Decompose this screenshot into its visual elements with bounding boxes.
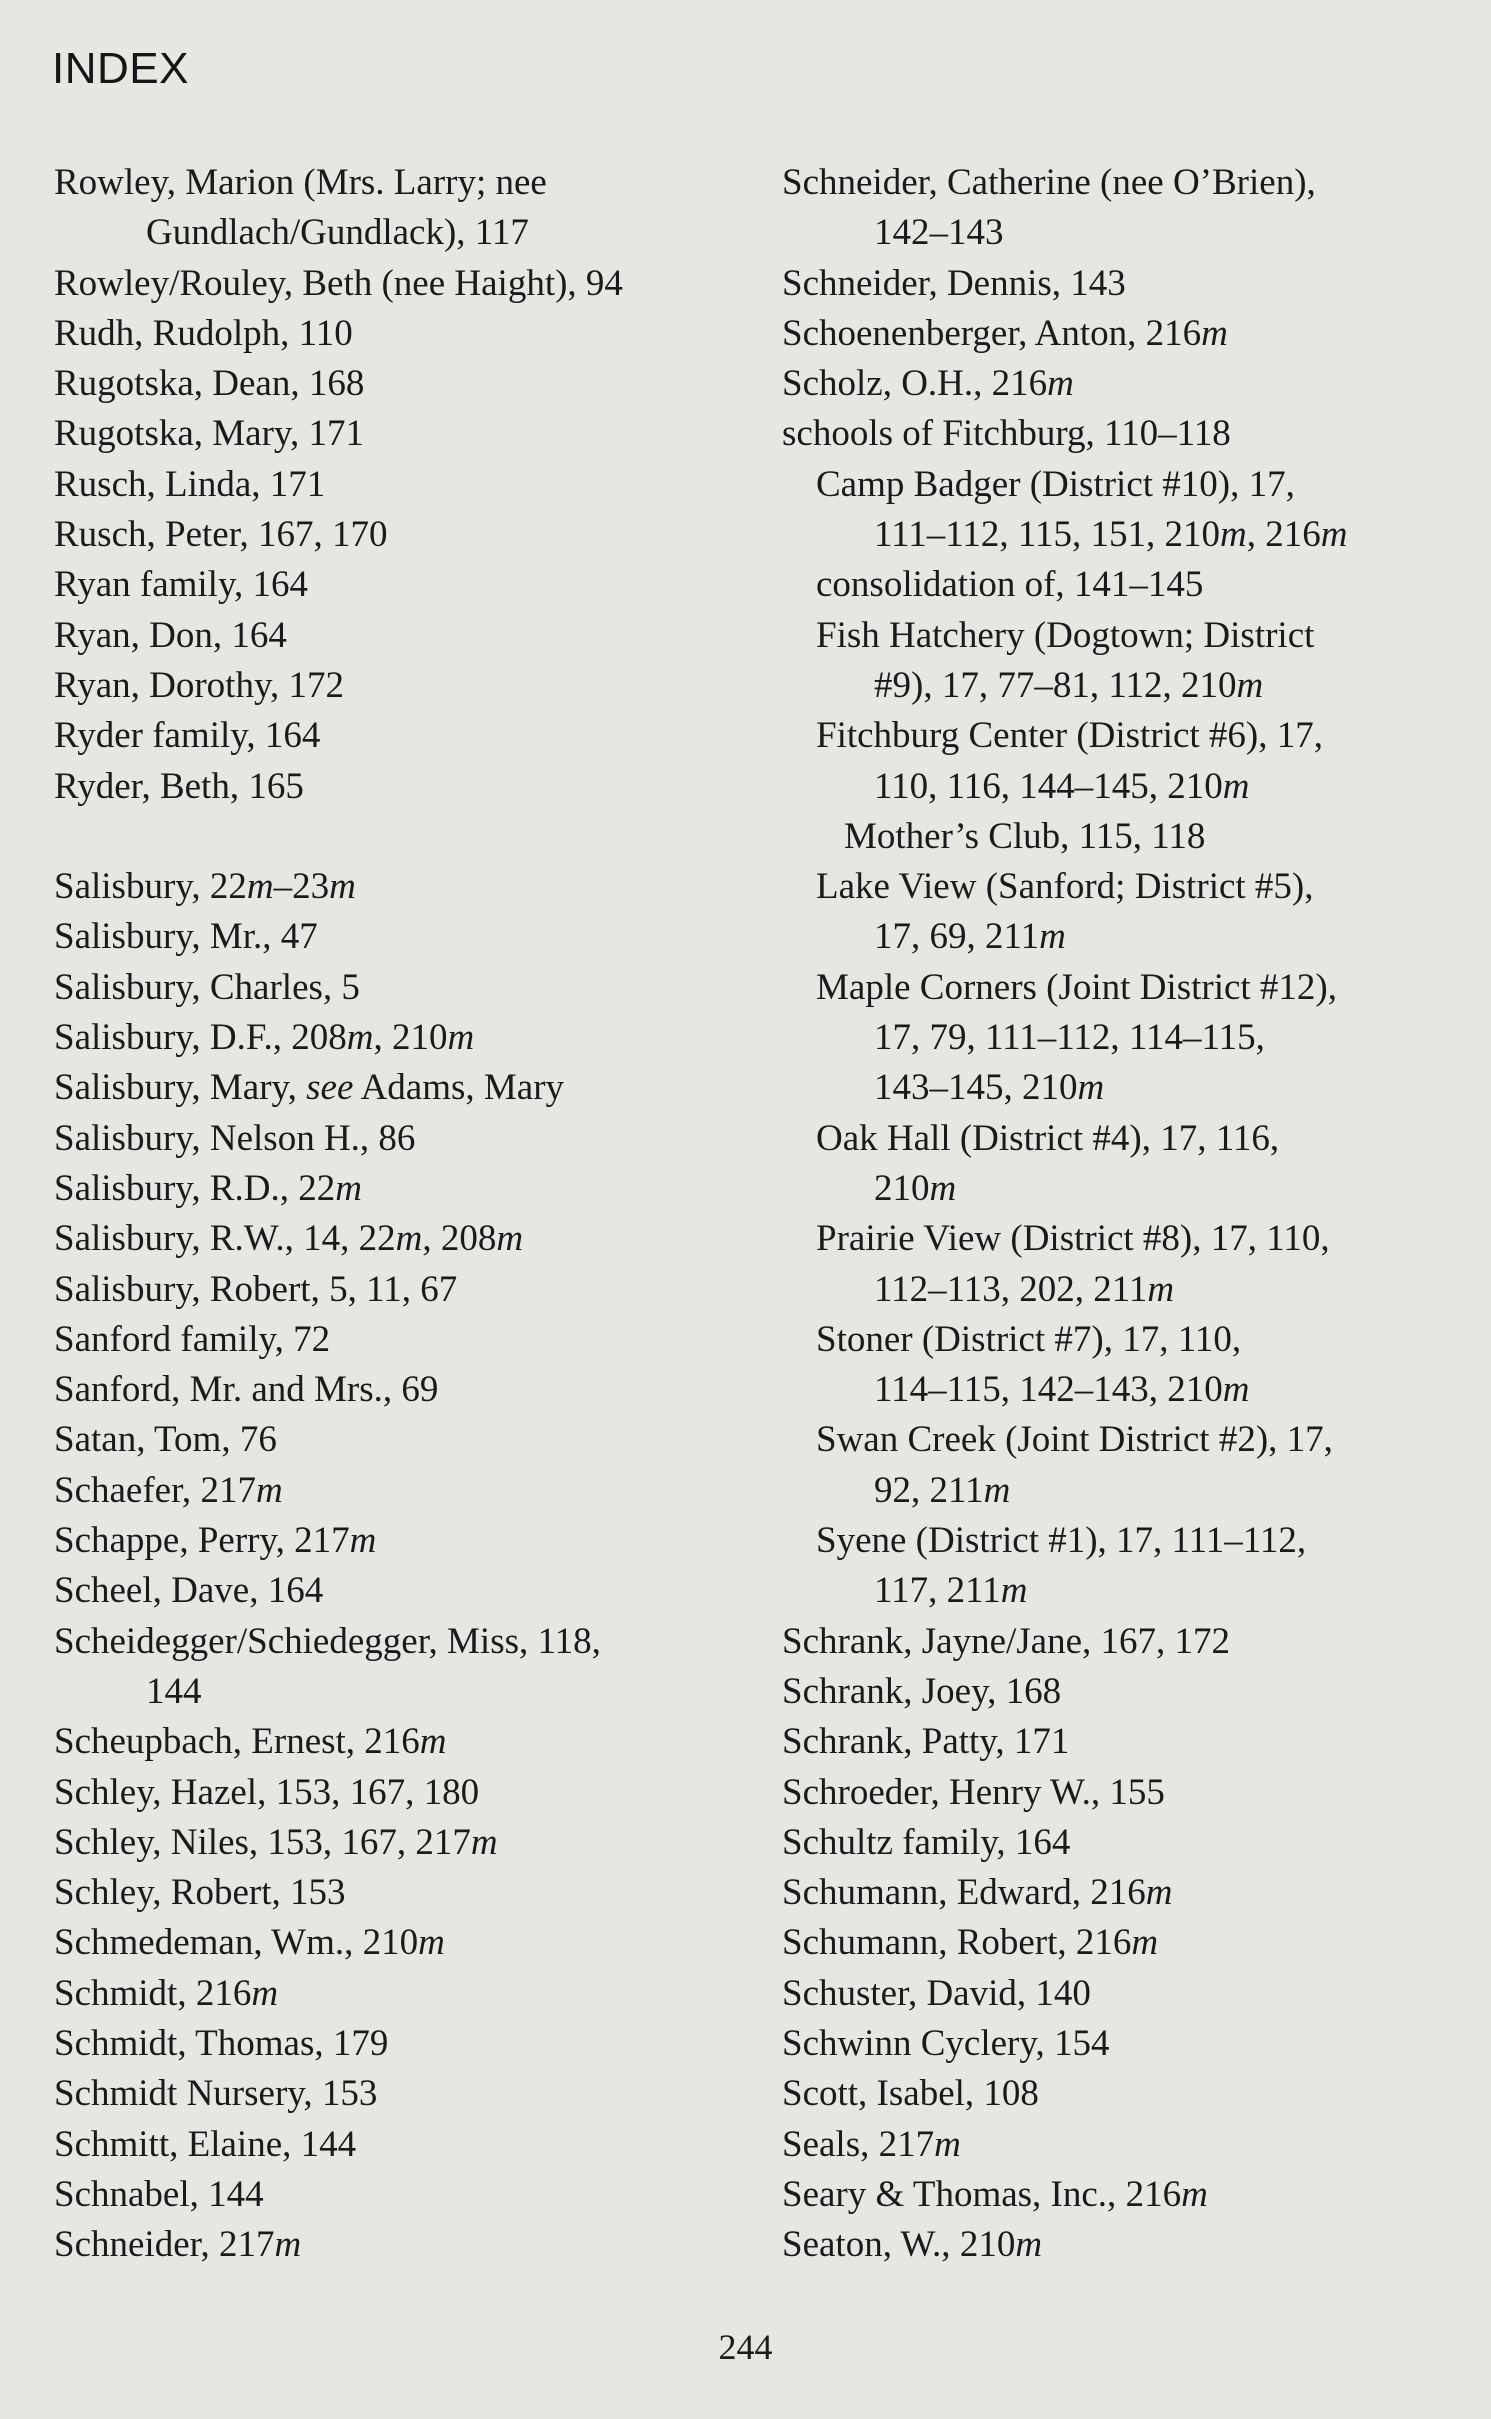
index-entry: Schoenenberger, Anton, 216m [782,312,1228,354]
index-subentry: Maple Corners (Joint District #12), [816,966,1337,1008]
index-entry: Salisbury, Nelson H., 86 [54,1117,416,1159]
index-entry: Schumann, Robert, 216m [782,1922,1159,1964]
index-subentry: 92, 211m [874,1469,1011,1511]
index-heading: INDEX [52,44,189,93]
index-entry: Rugotska, Dean, 168 [54,363,365,405]
index-entry: Salisbury, Charles, 5 [54,966,360,1008]
page-number: 244 [718,2327,773,2367]
index-subentry: 110, 116, 144–145, 210m [874,765,1250,807]
index-entry: Schmidt Nursery, 153 [54,2073,378,2115]
index-subentry: 117, 211m [874,1570,1028,1612]
index-subentry: Mother’s Club, 115, 118 [844,815,1206,857]
index-entry: Ryan, Don, 164 [54,614,287,656]
index-entry: Schumann, Edward, 216m [782,1872,1173,1914]
index-entry: Schaefer, 217m [54,1469,283,1511]
index-column-right [782,158,1462,2270]
index-entry: Schneider, Catherine (nee O’Brien), [782,162,1316,203]
index-entry: Schley, Hazel, 153, 167, 180 [54,1771,480,1813]
index-entry: Ryder family, 164 [54,715,321,757]
index-entry: Rowley/Rouley, Beth (nee Haight), 94 [54,262,623,304]
index-entry: Satan, Tom, 76 [54,1419,277,1461]
index-subentry: 142–143 [874,212,1004,254]
index-subentry: 17, 79, 111–112, 114–115, [874,1017,1265,1059]
index-entry: Rugotska, Mary, 171 [54,413,365,455]
index-entry: Seaton, W., 210m [782,2224,1043,2266]
index-entry: Salisbury, Mary, see Adams, Mary [54,1067,565,1109]
index-entry: Schrank, Jayne/Jane, 167, 172 [782,1620,1231,1662]
index-entry: Rusch, Linda, 171 [54,463,326,505]
index-entry: Schnabel, 144 [54,2173,264,2215]
index-subentry: #9), 17, 77–81, 112, 210m [874,664,1264,706]
index-entry: Schappe, Perry, 217m [54,1520,377,1562]
index-entry: Scheupbach, Ernest, 216m [54,1721,447,1763]
index-entry: Scheel, Dave, 164 [54,1570,324,1612]
index-subentry: 143–145, 210m [874,1067,1105,1109]
index-subentry: Fitchburg Center (District #6), 17, [816,715,1323,757]
index-entry: Schneider, 217m [54,2224,302,2266]
index-entry: Salisbury, Robert, 5, 11, 67 [54,1268,458,1310]
index-entry: Seary & Thomas, Inc., 216m [782,2173,1208,2215]
index-entry: Schwinn Cyclery, 154 [782,2022,1110,2064]
index-entry: Schneider, Dennis, 143 [782,262,1126,304]
index-entry: Ryan, Dorothy, 172 [54,664,345,706]
index-column-left [54,158,734,2270]
index-subentry: 114–115, 142–143, 210m [874,1369,1250,1411]
index-entry: Schroeder, Henry W., 155 [782,1771,1165,1813]
index-entry: Sanford family, 72 [54,1318,331,1360]
index-entry: Salisbury, 22m–23m [54,866,356,908]
index-subentry: Gundlach/Gundlack), 117 [146,212,529,254]
index-entry: Schmitt, Elaine, 144 [54,2123,357,2165]
index-entry: Schmidt, 216m [54,1972,279,2014]
index-entry: Salisbury, R.D., 22m [54,1167,363,1209]
index-entry: Schmedeman, Wm., 210m [54,1922,445,1964]
index-subentry: Swan Creek (Joint District #2), 17, [816,1419,1333,1461]
index-entry: Rudh, Rudolph, 110 [54,312,353,354]
index-subentry: 17, 69, 211m [874,916,1066,958]
index-section-gap [54,812,734,862]
index-entry: Sanford, Mr. and Mrs., 69 [54,1369,439,1411]
index-entry: Seals, 217m [782,2123,961,2165]
index-entry: Scheidegger/Schiedegger, Miss, 118, [54,1620,601,1662]
index-entry: Schultz family, 164 [782,1821,1071,1863]
index-entry: Rowley, Marion (Mrs. Larry; nee [54,162,547,203]
index-entry: Salisbury, Mr., 47 [54,916,318,958]
index-entry: Schrank, Joey, 168 [782,1670,1062,1712]
index-subentry: Lake View (Sanford; District #5), [816,866,1314,908]
index-entry: Schley, Niles, 153, 167, 217m [54,1821,498,1863]
index-subentry: Stoner (District #7), 17, 110, [816,1318,1242,1360]
index-subentry: Prairie View (District #8), 17, 110, [816,1218,1330,1260]
index-subentry: 111–112, 115, 151, 210m, 216m [874,514,1348,556]
index-entry: Schrank, Patty, 171 [782,1721,1070,1763]
index-subentry: 144 [146,1670,202,1712]
index-entry: Scholz, O.H., 216m [782,363,1074,405]
index-entry: Schmidt, Thomas, 179 [54,2022,389,2064]
index-entry: Ryder, Beth, 165 [54,765,304,807]
index-entry: Ryan family, 164 [54,564,309,606]
index-entry: Schuster, David, 140 [782,1972,1091,2014]
index-subentry: Syene (District #1), 17, 111–112, [816,1520,1307,1562]
index-entry: Salisbury, D.F., 208m, 210m [54,1017,475,1059]
index-subentry: Fish Hatchery (Dogtown; District [816,614,1315,656]
index-subentry: Oak Hall (District #4), 17, 116, [816,1117,1280,1159]
index-entry: schools of Fitchburg, 110–118 [782,413,1231,455]
index-subentry: 112–113, 202, 211m [874,1268,1175,1310]
index-subentry: consolidation of, 141–145 [816,564,1204,606]
index-subentry: Camp Badger (District #10), 17, [816,463,1295,505]
index-subentry: 210m [874,1167,957,1209]
index-entry: Salisbury, R.W., 14, 22m, 208m [54,1218,524,1260]
index-entry: Schley, Robert, 153 [54,1872,346,1914]
index-entry: Rusch, Peter, 167, 170 [54,514,388,556]
index-entry: Scott, Isabel, 108 [782,2073,1039,2115]
